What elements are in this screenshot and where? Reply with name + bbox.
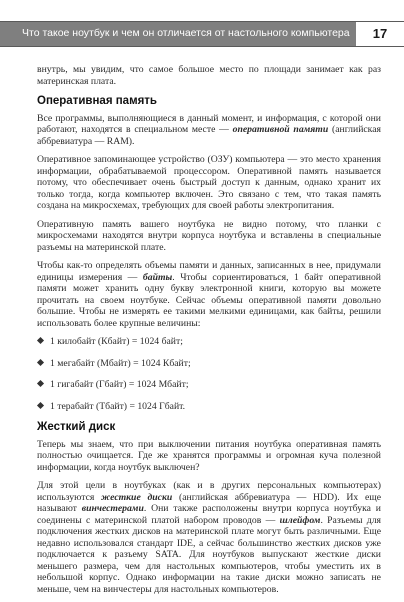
list-item — [37, 379, 381, 391]
hdd-p2-text-b: (английская аббревиатура — HDD). Их еще называют — [37, 491, 381, 514]
units-list — [37, 336, 381, 412]
list-item-text: 1 терабайт (Тбайт) = 1024 Гбайт. — [50, 400, 186, 412]
winchesters-term: винчестерами — [81, 503, 144, 514]
ribbon-cable-term: шлейфом — [279, 514, 321, 526]
ram-p1-text-a: Все программы, выполняющиеся в данный момент, и информация, с которой они работают, находятся в специальном месте — — [37, 112, 381, 135]
bytes-term: байты — [142, 271, 173, 283]
ram-term: оперативной памяти — [232, 124, 329, 135]
list-item — [37, 358, 381, 370]
hdd-p2-text-a: Для этой цели в ноутбуках (как и в других персональных компьютерах) используются — [37, 480, 381, 503]
list-item-text: 1 килобайт (Кбайт) = 1024 байт; — [50, 336, 183, 347]
ram-paragraph-1 — [37, 113, 381, 148]
page-number: 17 — [356, 22, 404, 46]
diamond-bullet-icon — [37, 380, 44, 387]
ram-paragraph-3: Оперативную память вашего ноутбука не видно потому, что планки с микросхемами находятся внутри корпуса ноутбука и вставлены в специальные разъемы на материнской плате. — [37, 218, 381, 253]
ram-p1-text-b: (английская аббревиатура — RAM). — [37, 124, 381, 147]
hdd-paragraph-2 — [37, 480, 381, 595]
header-title: Что такое ноутбук и чем он отличается от настольного компьютера — [22, 27, 350, 39]
diamond-bullet-icon — [37, 358, 44, 365]
page-body — [37, 64, 381, 602]
ram-paragraph-4 — [37, 260, 381, 329]
ram-p4-text-b: . Чтобы сориентироваться, 1 байт оперативной памяти может хранить одну букву электронной книги, которую вы можете прочитать на своем ноутбуке. Сейчас объемы оперативной памяти довольно большие. Чтобы не измерять ее такими мелкими единицами, как байты, решили использовать более крупные величины: — [37, 271, 381, 329]
diamond-bullet-icon — [37, 337, 44, 344]
diamond-bullet-icon — [37, 401, 44, 408]
running-header — [0, 21, 404, 47]
list-item — [37, 401, 381, 413]
ram-paragraph-2: Оперативное запоминающее устройство (ОЗУ) компьютера — это место хранения информации, обрабатываемой процессором. Оперативной память называется потому, что обеспечивает очень быстрый доступ к данным, однако хранит их только тогда, когда компьютер включен. Это связано с тем, что такая память создана на микросхемах, требующих для своей работы электропитания. — [37, 154, 381, 211]
list-item — [37, 336, 381, 348]
hdd-p2-text-d: . Разъемы для подключения жестких дисков на материнской плате могут быть различными. Еще недавно использовался стандарт IDE, а сейчас большинство жестких дисков уже подключается к разъему SATA. Для ноутбуков выпускают жесткие диски меньшего размера, чем для настольных компьютеров, чтобы уместить их в небольшой корпус. Однако информации на такие диски можно записать не меньше, чем на винчестеры для настольных компьютеров. — [37, 514, 381, 595]
intro-paragraph: внутрь, мы увидим, что самое большое место по площади занимает как раз материнская плата. — [37, 64, 381, 87]
hard-disks-term: жесткие диски — [101, 491, 173, 503]
list-item-text: 1 гигабайт (Гбайт) = 1024 Мбайт; — [50, 379, 189, 390]
list-item-text: 1 мегабайт (Мбайт) = 1024 Кбайт; — [50, 357, 191, 369]
hdd-paragraph-1: Теперь мы знаем, что при выключении питания ноутбука оперативная память полностью очищается. Где же хранятся программы и огромная куча полезной информации, когда ноутбук выключен? — [37, 438, 381, 473]
section-heading-hdd: Жесткий диск — [37, 421, 116, 433]
hdd-p2-text-c: . Они также расположены внутри корпуса ноутбука и соединены с материнской платой набором проводов — — [37, 503, 381, 526]
section-heading-ram: Оперативная память — [37, 95, 157, 107]
ram-p4-text-a: Чтобы как-то определять объемы памяти и данных, записанных в нее, придумали единицы измерения — — [37, 260, 381, 283]
